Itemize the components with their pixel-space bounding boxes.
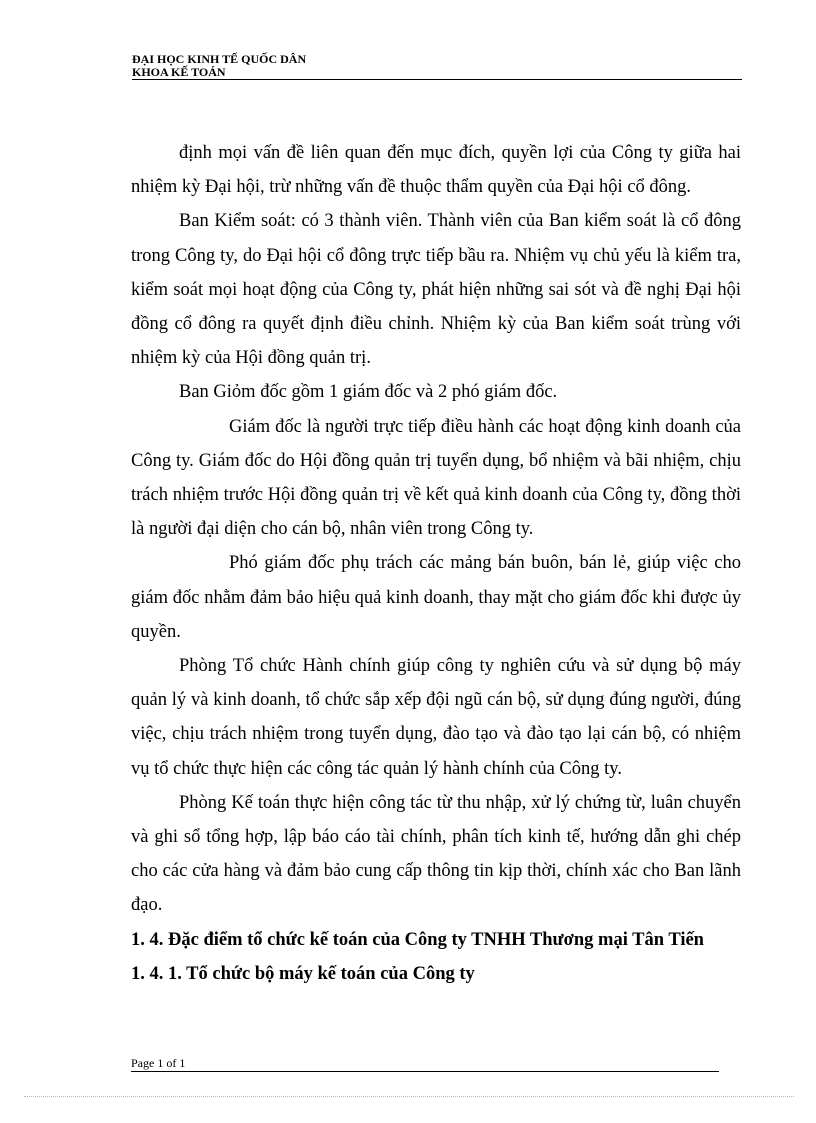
header-rule (132, 79, 742, 80)
paragraph-ban-kiem-soat: Ban Kiểm soát: có 3 thành viên. Thành viên của Ban kiểm soát là cổ đông trong Công ty, do Đại hội cổ đông trực tiếp bầu ra. Nhiệm vụ chủ yếu là kiểm tra, kiểm soát mọi hoạt động của Công ty, phát hiện những sai sót và đề nghị Đại hội đồng cổ đông ra quyết định điều chỉnh. Nhiệm kỳ của Ban kiểm soát trùng với nhiệm kỳ của Hội đồng quản trị. (131, 211, 741, 369)
paragraph-continuation: định mọi vấn đề liên quan đến mục đích, quyền lợi của Công ty giữa hai nhiệm kỳ Đại hội, trừ những vấn đề thuộc thẩm quyền của Đại hội cổ đông. (131, 143, 741, 198)
paragraph-pho-giam-doc: Phó giám đốc phụ trách các mảng bán buôn, bán lẻ, giúp việc cho giám đốc nhằm đảm bảo hiệu quả kinh doanh, thay mặt cho giám đốc khi được ủy quyền. (131, 553, 741, 642)
document-body (131, 136, 741, 991)
page-header (132, 53, 742, 80)
section-heading-1-4: 1. 4. Đặc điểm tổ chức kế toán của Công ty TNHH Thương mại Tân Tiến (131, 929, 704, 950)
paragraph-ban-giam-doc: Ban Giỏm đốc gồm 1 giám đốc và 2 phó giám đốc. (179, 382, 558, 403)
paragraph-phong-ke-toan: Phòng Kế toán thực hiện công tác từ thu nhập, xử lý chứng từ, luân chuyển và ghi sổ tổng hợp, lập báo cáo tài chính, phân tích kinh tế, hướng dẫn ghi chép cho các cửa hàng và đảm bảo cung cấp thông tin kịp thời, chính xác cho Ban lãnh đạo. (131, 792, 741, 916)
page-break-line (24, 1096, 794, 1097)
paragraph-giam-doc: Giám đốc là người trực tiếp điều hành các hoạt động kinh doanh của Công ty. Giám đốc do Hội đồng quản trị tuyển dụng, bổ nhiệm và bãi nhiệm, chịu trách nhiệm trước Hội đồng quản trị về kết quả kinh doanh của Công ty, đồng thời là người đại diện cho cán bộ, nhân viên trong Công ty. (131, 416, 741, 540)
footer-rule (131, 1071, 719, 1072)
paragraph-phong-to-chuc: Phòng Tổ chức Hành chính giúp công ty nghiên cứu và sử dụng bộ máy quản lý và kinh doanh, tổ chức sắp xếp đội ngũ cán bộ, sử dụng đúng người, đúng việc, chịu trách nhiệm trong tuyển dụng, đào tạo và đào tạo lại cán bộ, có nhiệm vụ tổ chức thực hiện các công tác quản lý hành chính của Công ty. (131, 656, 741, 779)
university-name: ĐẠI HỌC KINH TẾ QUỐC DÂN (132, 52, 307, 66)
page-footer (131, 1056, 719, 1072)
page-number: Page 1 of 1 (131, 1056, 186, 1070)
section-heading-1-4-1: 1. 4. 1. Tổ chức bộ máy kế toán của Công ty (131, 963, 475, 984)
faculty-name: KHOA KẾ TOÁN (132, 65, 226, 79)
